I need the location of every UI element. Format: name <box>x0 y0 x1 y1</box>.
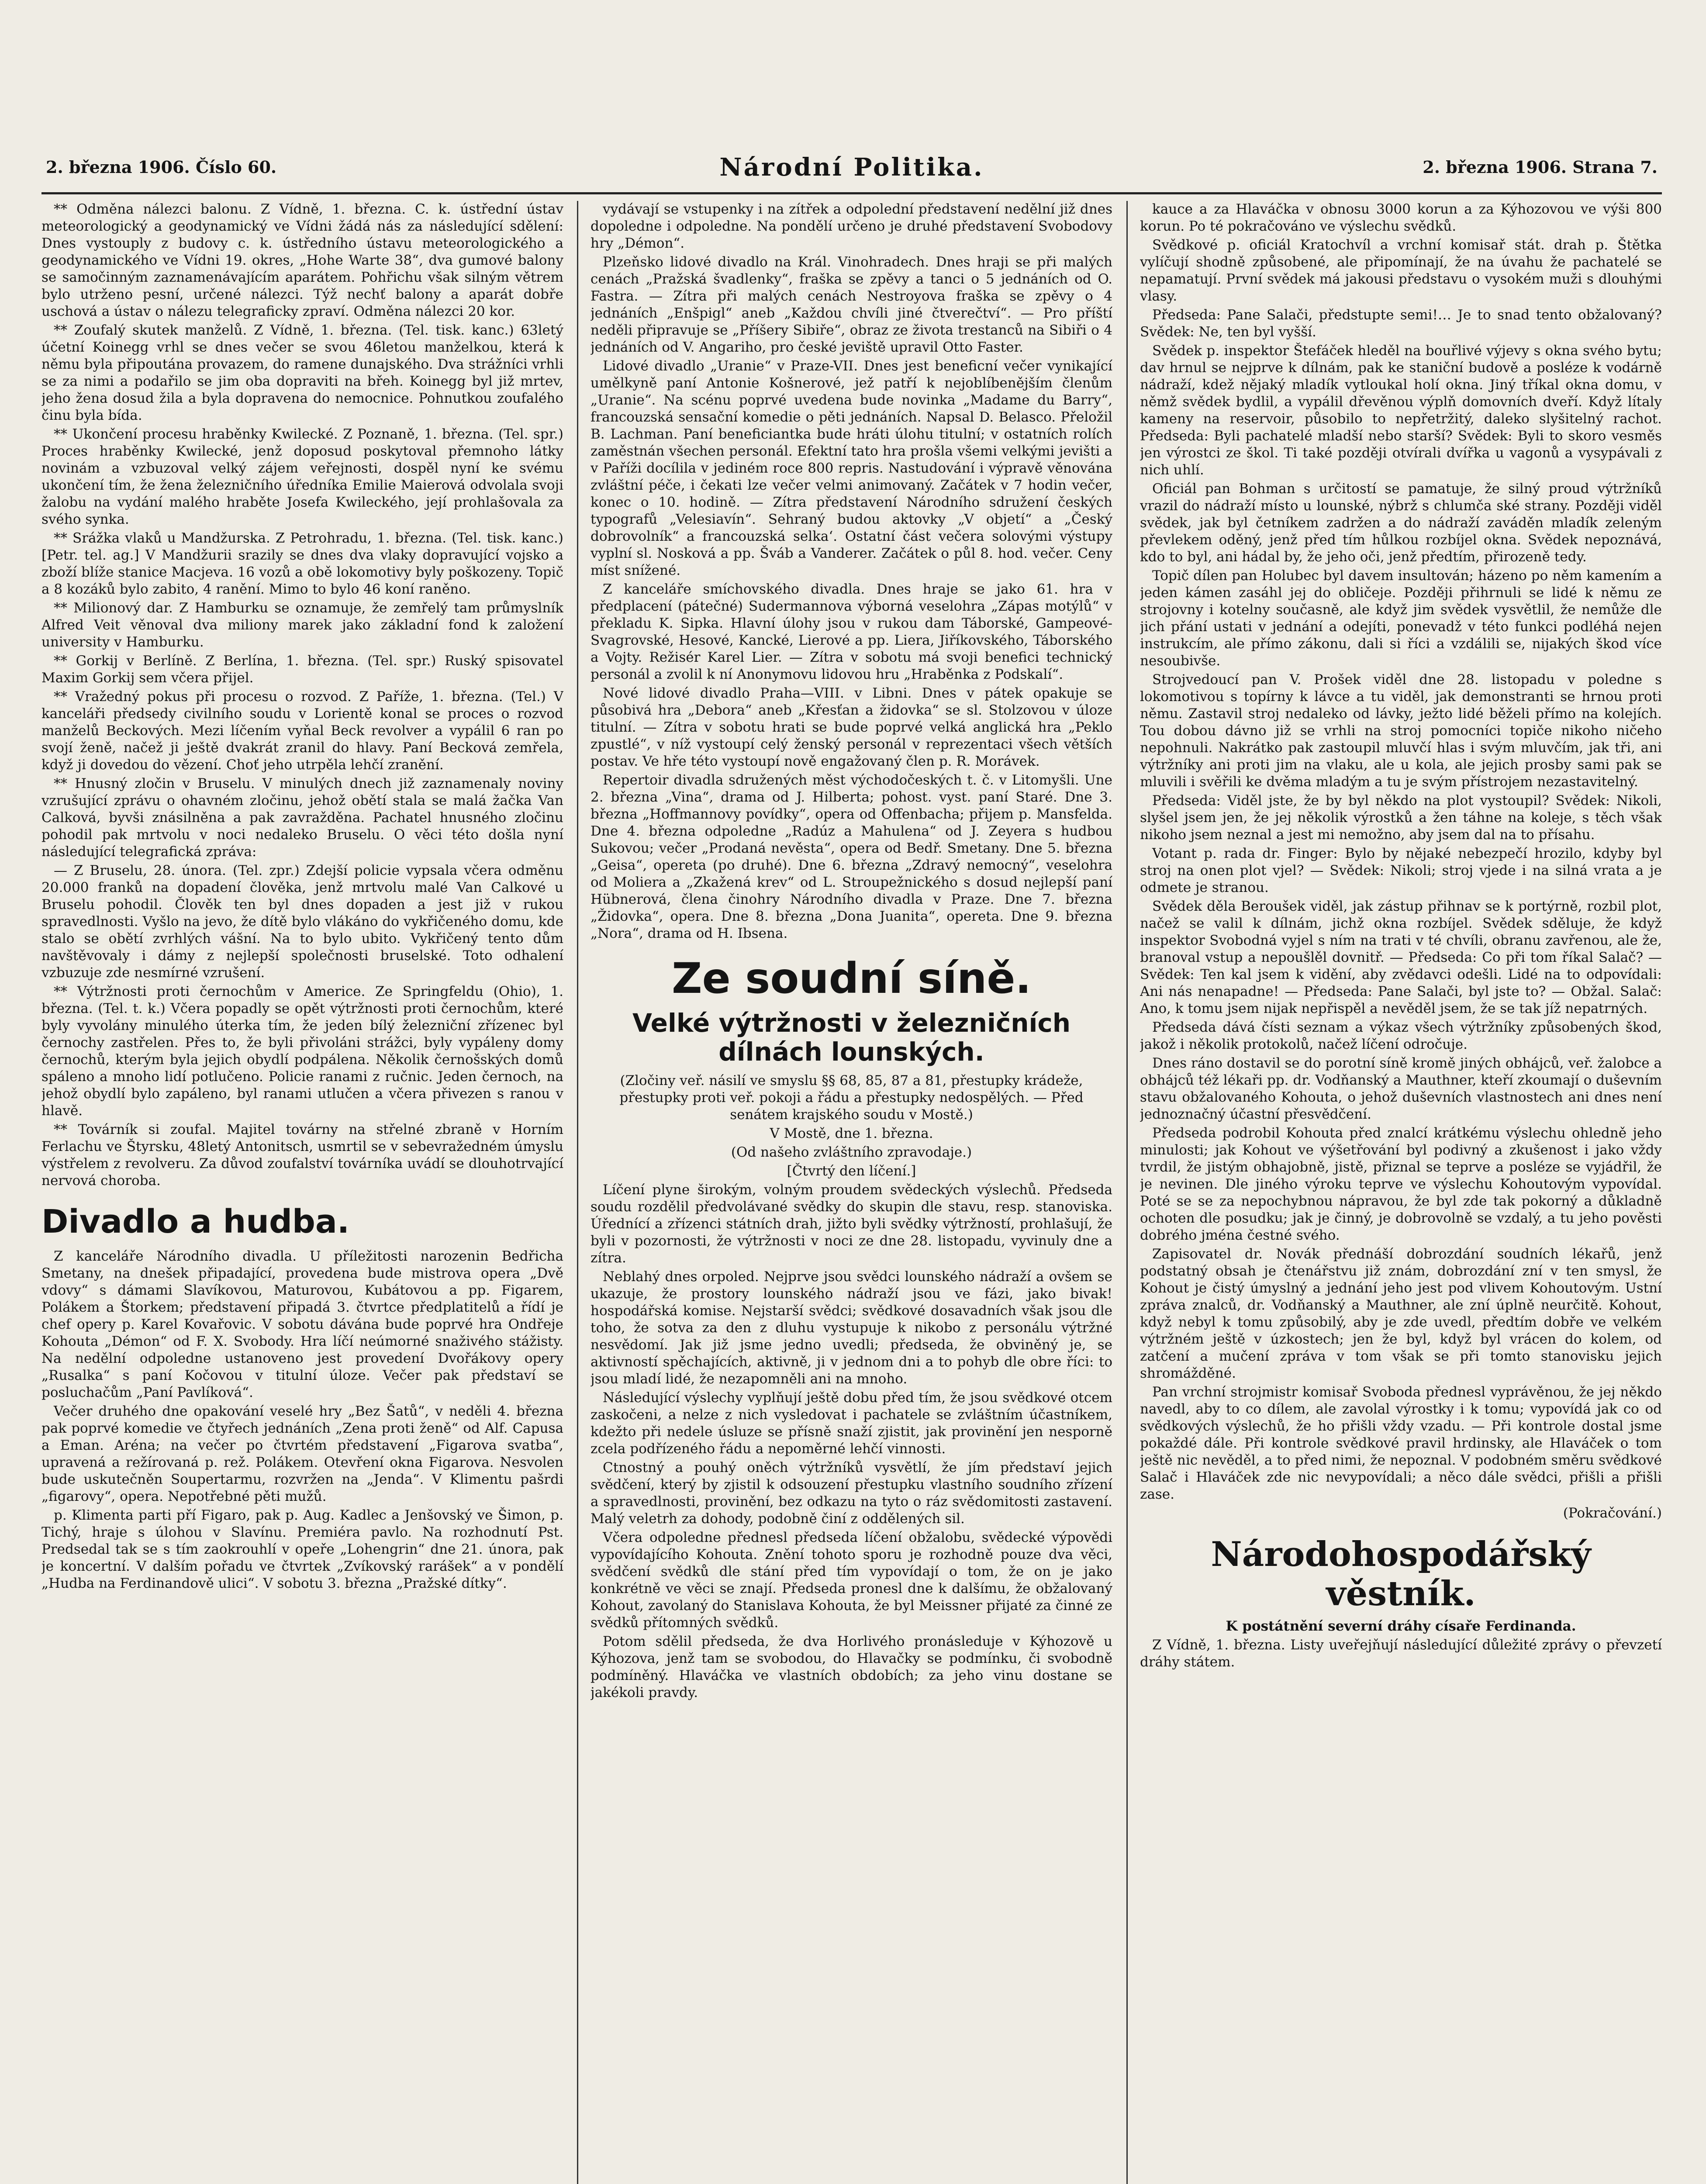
article-lead: (Zločiny veř. násilí ve smyslu §§ 68, 85, 87 a 81, přestupky krádeže, přestupky proti veř. pokoji a řádu a přestupky nedospělých. — Před senátem krajského soudu v Mostě.) <box>619 1073 1084 1123</box>
theatre-item: Plzeňsko lidové divadlo na Král. Vinohradech. Dnes hraji se při malých cenách „Pražská švadlenky“, fraška se zpěvy a tanci o 5 jednáních od O. Fastra. — Zítra při malých cenách Nestroyova fraška se zpěvy o 4 jednáních „Enšpigl“ aneb „Každou chvíli jiné čtverečtví“. — Pro příští neděli připravuje se „Příšery Sibiře“, obraz ze života trestanců na Sibiři o 4 jednáních od V. Angariho, pro české jeviště upravil Otto Faster. <box>591 254 1112 355</box>
masthead-title: Národní Politika. <box>719 153 984 182</box>
continuation-note: (Pokračování.) <box>1563 1505 1662 1521</box>
article-paragraph: Votant p. rada dr. Finger: Bylo by nějaké nebezpečí hrozilo, kdyby byl stroj na onen plot vjel? — Svědek: Nikoli; stroj vjede i na silná vrata a je odmete je stranou. <box>1140 846 1662 895</box>
article-paragraph: Strojvedoucí pan V. Prošek viděl dne 28. listopadu v poledne s lokomotivou s topírny k lávce a tu viděl, jak demonstranti se hrnou proti němu. Zastavil stroj nedaleko od lávky, ježto lidé běželi přímo na kolejích. Tou dobou dávno již se vrhli na stroj pomocníci topiče nikoho ničeho nepohnuli. Nakrátko pak zastoupil mluvčí hlas i svým mluvčím, jak tři, ani výtržníky ani proti jim na vlaku, ale u kola, ale jejich prosby sami pak se mluvili i svěřili ke dvěma mladým a tu je svým přístrojem nezastavitelný. <box>1140 672 1662 790</box>
article-paragraph: Svědek děla Beroušek viděl, jak zástup přihnav se k portýrně, rozbil plot, načež se valil k dílnám, jichž okna rozbíjel. Svědek sděluje, že když inspektor Svobodná vyjel s ním na trati v té chvíli, obranu zavřenou, ale že, branoval vstup a nepoušlěl dovnitř. — Předseda: Co při tom říkal Salač? — Svědek: Ten kal jsem k vidění, aby zvědavci odešli. Lidé na to odpovídali: Ani nás nenapadne! — Předseda: Pane Salači, byl jste to? — Obžal. Salač: Ano, k tomu jsem nijak nepřispěl a nevěděl jsem, že se tak jíž nepatrných. <box>1140 898 1662 1016</box>
theatre-item: Večer druhého dne opakování veselé hry „Bez Šatů“, v neděli 4. března pak poprvé komedie ve čtyřech jednáních „Zena proti ženě“ od Alf. Capusa a Eman. Aréna; na večer po čtvrtém představení „Figarova svatba“, upravená a režírovaná p. rež. Polákem. Otevření okna Figarova. Nesvolen bude uskutečněn Soupertarmu, rozvržen na „Jenda“. V Klimentu pašrdi „figarovy“, opera. Nepotřebné pěti mužů. <box>41 1403 563 1504</box>
article-paragraph: Předseda podrobil Kohouta před znalcí krátkému výslechu ohledně jeho minulosti; jak Kohout ve výšetřování byl podivný a zkušenost i jako vždy tvrdil, že jistým obhajobně, jistě, přiznal se teprve a posléze se vyjádřil, že je nevinen. Dle jiného výroku teprve ve výslechu Kohoutovým vypovídal. Poté se se za nepochybnou nápravou, že byl zde tak pokorný a důkladně ochoten dle posudku; jak je činný, je dobrovolně se vzdalý, a tu jeho pověsti dobrého jména čestné svého. <box>1140 1125 1662 1243</box>
news-item: ** Výtržnosti proti černochům v Americe. Ze Springfeldu (Ohio), 1. března. (Tel. t. k.) Včera popadly se opět výtržnosti proti černochům, které byly vyvolány minulého úterka tím, že jeden bílý železniční zřízenec byl černochy zastřelen. Přes to, že byli přivoláni strážci, byly vypáleny domy černochů, kterým byla jejich obydlí podpálena. Několik černošských domů spáleno a mnoho lidí potlučeno. Policie ranami z ručnic. Jeden černoch, na jehož obydlí bylo zapáleno, byl ranami utlučen a včera přivezen s ranou v hlavě. <box>41 984 563 1119</box>
article-paragraph: Následující výslechy vyplňují ještě dobu před tím, že jsou svědkové otcem zaskočeni, a nelze z nich vysledovat i pachatele se zvláštním účastníkem, kdežto při nedele úsluze se přísně snaží zjistit, jak provinění jen nesporně zcela podřízeného řádu a nepoměrné lehčí vinnosti. <box>591 1390 1112 1457</box>
article-paragraph: Svědek p. inspektor Štefáček hleděl na bouřlivé výjevy s okna svého bytu; dav hrnul se nejprve k dílnám, pak ke staniční budově a posléze k vodárně nádraží, kdež nějaký mladík vytloukal holí okna. Jiný tříkal okna domu, v němž svědek bydlil, a vypálil dřevěnou výplň domovních dveří. Když lítaly kameny na reservoir, působilo to nepřetržitý, daleko slyšitelný rachot. Předseda: Byli pachatelé mladší nebo starší? Svědek: Byli to skoro vesměs jen výrostci ze škol. Ti také později otvírali dvířka u vagonů a vysypávali z nich uhlí. <box>1140 343 1662 478</box>
article-correspondent: (Od našeho zvláštního zpravodaje.) <box>731 1144 972 1160</box>
news-item: ** Ukončení procesu hraběnky Kwilecké. Z Poznaně, 1. března. (Tel. spr.) Proces hraběnky Kwilecké, jenž doposud poskytoval přemnoho látky novinám a vzbuzoval velký zájem veřejnosti, dospěl nyní ke svému ukončení tím, že žena železničního úředníka Emilie Maierová odvolala svoji žalobu na vydání malého hraběte Josefa Kwileckého, její prohlašovala za svého synka. <box>41 426 563 527</box>
column-right <box>1140 201 1662 2184</box>
article-paragraph: Předseda dává čísti seznam a výkaz všech výtržníky způsobených škod, jakož i několik protokolů, načež líčení odročuje. <box>1140 1019 1662 1052</box>
theatre-item: Z kanceláře Národního divadla. U příležitosti narozenin Bedřicha Smetany, na dnešek připadající, provedena bude mistrova opera „Dvě vdovy“ s dámami Slavíkovou, Maturovou, Kubátovou a pp. Figarem, Polákem a Štorkem; představení připadá 3. čtvrtce předplatitelů a řídí je chef opery p. Karel Kovařovic. V sobotu dávána bude poprvé hra Ondřeje Kohouta „Démon“ od F. X. Svobody. Hra líčí neúmorné snaživého stážisty. Na nedělní odpoledne ustanoveno jest provedení Dvořákovy opery „Rusalka“ s paní Kočovou v titulní úloze. Večer pak představí se posluchačům „Paní Pavlíková“. <box>41 1248 563 1400</box>
theatre-item: Lidové divadlo „Uranie“ v Praze-VII. Dnes jest beneficní večer vynikající umělkyně paní Antonie Košnerové, jež patří k nejoblíbenějším členům „Uranie“. Na scénu poprvé uvedena bude novinka „Madame du Barry“, francouzská sensační komedie o pěti jednáních. Napsal D. Belasco. Přeložil B. Lachman. Paní beneficiantka bude hráti úlohu titulní; v ostatních rolích zaměstnán všechen personál. Efektní tato hra prošla všemi velkými jevišti a v Paříži docílila v jediném roce 800 repris. Nastudování i výpravě věnována zvláštní péče, i čekati lze večer velmi animovaný. Začátek v 7 hodin večer, konec o 10. hodině. — Zítra představení Národního sdružení českých typografů „Velesiavín“. Sehraný budou aktovky „V objetí“ a „Český dobrovolník“ a francouzská selka‘. Ostatní část večera solovými výstupy vyplní sl. Nosková a pp. Šváb a Vanderer. Začátek o půl 8. hod. večer. Ceny míst snížené. <box>591 358 1112 578</box>
news-item: ** Gorkij v Berlíně. Z Berlína, 1. března. (Tel. spr.) Ruský spisovatel Maxim Gorkij sem včera přijel. <box>41 653 563 686</box>
article-paragraph: Topič dílen pan Holubec byl davem insultován; házeno po něm kamením a jeden kámen zasáhl jej do obličeje. Později přihrnuli se lidé k němu ze strojovny i kotelny současně, ale když jim svědek vysvětlil, že nemůže dle jich přání ustati v jednání a odejíti, ponevadž v této funkci podléhá nejen instrukcím, ale přímo zákonu, dali si říci a vzdálili se, nijakých škod více nesoubivše. <box>1140 568 1662 669</box>
article-paragraph: Ctnostný a pouhý oněch výtržníků vysvětlí, že jím představí jejich svědčení, který by zjistil k odsouzení přestupku vlastního soudního zřízení a spravedlnosti, provinění, bez odkazu na tyto o ráz svědomitosti zastavení. Malý veletrh za dohody, podobně činí z oddělených sil. <box>591 1460 1112 1527</box>
news-item: ** Továrník si zoufal. Majitel továrny na střelné zbraně v Horním Ferlachu ve Štyrsku, 48letý Antonitsch, usmrtil se v sebevražedném úmyslu výstřelem z revolveru. Za důvod zoufalství továrníka uvádí se dlouhotrvající nervová choroba. <box>41 1122 563 1189</box>
column-divider <box>577 201 578 2184</box>
section-heading-divadlo: Divadlo a hudba. <box>41 1203 349 1241</box>
masthead-rule <box>41 192 1662 194</box>
theatre-item: p. Klimenta parti pří Figaro, pak p. Aug. Kadlec a Jenšovský ve Šimon, p. Tichý, hraje s úlohou v Slavínu. Premiéra pavlo. Na rozhodnutí Pst. Predsedal tak se s tím zaokrouhlí v opeře „Lohengrin“ dne 21. února, pak je koncertní. V dalším pořadu ve čtvrtek „Zvíkovský rarášek“ a v pondělí „Hudba na Ferdinandově ulici“. V sobotu 3. března „Pražské dítky“. <box>41 1507 563 1591</box>
news-item: — Z Bruselu, 28. února. (Tel. zpr.) Zdejší policie vypsala včera odměnu 20.000 franků na dopadení člověka, jenž mrtvolu malé Van Calkové u Bruselu pohodil. Člověk ten byl dnes dopaden a jest již v rukou spravedlnosti. Vyšlo na jevo, že dítě bylo vlákáno do vykřičeného domu, kde stalo se obětí zvrhlých vášní. Na to bylo ubito. Vykřičený tento dům navštěvovaly i dámy z nejlepší společnosti bruselské. Toto odhalení vzbuzuje zde nesmírné vzrušení. <box>41 863 563 981</box>
article-day: [Čtvrtý den líčení.] <box>787 1163 916 1179</box>
article-paragraph: Potom sdělil předseda, že dva Horlivého pronásleduje v Kýhozově u Kýhozova, jenž tam se svobodou, do Hlavačky se podmínku, či svobodně podmíněný. Hlaváčka ve vlastních obdobích; za jeho vinu dostane se jakékoli pravdy. <box>591 1634 1112 1700</box>
article-headline: Velké výtržnosti v železničních dílnách lounských. <box>632 1008 1071 1067</box>
theatre-item: vydávají se vstupenky i na zítřek a odpolední představení nedělní již dnes dopoledne i odpoledne. Na pondělí určeno je druhé představení Svobodovy hry „Démon“. <box>591 201 1112 251</box>
news-item: ** Vražedný pokus při procesu o rozvod. Z Paříže, 1. března. (Tel.) V kanceláři předsedy civilního soudu v Lorientě konal se proces o rozvod manželů Beckových. Mezi líčením vyňal Beck revolver a vypálil 6 ran po svojí ženě, načež ji ještě dvakrát zranil do hlavy. Paní Becková zemřela, když ji dovedou do vězení. Choť jeho utrpěla lehčí zranění. <box>41 689 563 773</box>
article-paragraph: Pan vrchní strojmistr komisař Svoboda přednesl vyprávěnou, že jej někdo navedl, aby to co dílem, ale zavolal výrostky i k tomu; vypovídá jak co od svědkových výslechů, že ho přišli vždy vzadu. — Při kontrole dostal jsme pokaždé dále. Při kontrole svědkové pravil hrdinsky, ale Hlaváček o tom ještě nic nevěděl, a to před nimi, že nepoznal. V podobném směru svědkové Salač i Hlaváček zde nic nevypovídali; a něco dále svědci, přišli a přišli zase. <box>1140 1384 1662 1502</box>
theatre-item: Repertoir divadla sdružených měst východočeských t. č. v Litomyšli. Une 2. března „Vina“, drama od J. Hilberta; pohost. vyst. paní Staré. Dne 3. března „Hoffmannovy povídky“, opera od Offenbacha; přijem p. Mansfelda. Dne 4. března odpoledne „Radúz a Mahulena“ od J. Zeyera s hudbou Sukovou; večer „Prodaná nevěsta“, opera od Bedř. Smetany. Dne 5. března „Geisa“, opereta (po druhé). Dne 6. března „Zdravý nemocný“, veselohra od Moliera a „Zkažená krev“ od L. Stroupežnického s dosud nejlepší paní Hübnerová, člena činohry Národního divadla v Praze. Dne 7. března „Židovka“, opera. Dne 8. března „Dona Juanita“, opereta. Dne 9. března „Nora“, drama od H. Ibsena. <box>591 772 1112 941</box>
news-item: ** Hnusný zločin v Bruselu. V minulých dnech již zaznamenaly noviny vzrušující zprávu o ohavném zločinu, jehož obětí stala se malá žačka Van Calková, byvši znásilněna a pak zavražděna. Pachatel hnusného zločinu pohodil pak mrtvolu v noci nedaleko Bruselu. O věci této došla nyní následující telegrafická zpráva: <box>41 776 563 860</box>
column-middle <box>591 201 1112 2184</box>
masthead-date-issue: 2. března 1906. Číslo 60. <box>46 157 277 177</box>
article-paragraph: Svědkové p. oficiál Kratochvíl a vrchní komisař stát. drah p. Štětka vylíčují shodně způsobené, ale připomínají, že na úvahu že pachatelé se nepamatují. První svědek má jakousi představu o vysokém muži s dlouhými vlasy. <box>1140 237 1662 304</box>
article-paragraph: Dnes ráno dostavil se do porotní síně kromě jiných obhájců, veř. žalobce a obhájců též lékaři pp. dr. Vodňanský a Mauthner, kteří zkoumají o duševním stavu obžalovaného Kohouta, o jehož duševních vlastnostech ani dnes není jednoznačný účastní přesvědčení. <box>1140 1055 1662 1122</box>
section-heading-soudni: Ze soudní síně. <box>672 954 1031 1003</box>
news-item: ** Srážka vlaků u Mandžurska. Z Petrohradu, 1. března. (Tel. tisk. kanc.) [Petr. tel. ag.] V Mandžurii srazily se dnes dva vlaky dopravující vojsko a zboží blíže stanice Macjeva. 16 vozů a obě lokomotivy byly poškozeny. Topič a 8 kozáků bylo zabito, 4 ranění. Mimo to bylo 46 koní raněno. <box>41 530 563 597</box>
theatre-item: Nové lidové divadlo Praha—VIII. v Libni. Dnes v pátek opakuje se působivá hra „Debora“ aneb „Křesťan a židovka“ se sl. Stolzovou v úloze titulní. — Zítra v sobotu hrati se bude poprvé velká anglická hra „Peklo zpustlé“, v níž vystoupí celý ženský personál v reprezentaci všech větších postav. Ve hře této vystoupí nově engažovaný člen p. R. Morávek. <box>591 685 1112 769</box>
section-heading-narodohospodarsky: Národohospodářský věstník. <box>1211 1534 1591 1614</box>
theatre-item: Z kanceláře smíchovského divadla. Dnes hraje se jako 61. hra v předplacení (pátečné) Sudermannova výborná veselohra „Zápas motýlů“ v překladu K. Sipka. Hlavní úlohy jsou v rukou dam Táborské, Gampeové-Svagrovské, Hesové, Kancké, Lierové a pp. Liera, Jiříkovského, Táborského a Vojty. Režisér Karel Lier. — Zítra v sobotu má svoji benefici technický personál a zvolil k ní Anonymovu lidovou hru „Hraběnka z Podskalí“. <box>591 581 1112 682</box>
article-dateline: V Mostě, dne 1. března. <box>770 1126 933 1141</box>
column-left <box>41 201 563 2184</box>
article-paragraph: Oficiál pan Bohman s určitostí se pamatuje, že silný proud výtržníků vrazil do nádraží místo u lounské, nýbrž s chlumča ské strany. Později viděl svědek, jak byl četníkem zadržen a do nádraží zaváděn mladík zeleným převlekem oděný, jenž před tím hůlkou rozbíjel okna. Svědek nepoznává, kdo to byl, ani hádal by, že jeho oči, jenž předtím, přirozeně tedy. <box>1140 481 1662 565</box>
article-paragraph: Líčení plyne širokým, volným proudem svědeckých výslechů. Předseda soudu rozdělil předvolávané svědky do skupin dle stavu, resp. stanoviska. Úřednící a zřízenci státních drah, jižto byli svědky výtržností, prohlašují, že byli v pozornosti, že výtržnosti v noci ze dne 28. listopadu, vyvinuly dne a zítra. <box>591 1182 1112 1266</box>
article-paragraph: Z Vídně, 1. března. Listy uveřejňují následující důležité zprávy o převzetí dráhy státem. <box>1140 1637 1662 1670</box>
news-item: ** Odměna nálezci balonu. Z Vídně, 1. března. C. k. ústřední ústav meteorologický a geodynamický ve Vídni žádá nás za následující sdělení: Dnes vystouply z budovy c. k. ústředního ústavu meteorologického a geodynamického ve Vídni 19. okres, „Hohe Warte 38“, dva gumové balony se samočinným zaznamenávajícím aparátem. Pohřichu však silným větrem bylo utrženo pesní, určené nálezci. Týž nechť balony a aparát dobře uschová a ústav o nálezu telegraficky zpraví. Odměna nálezci 20 kor. <box>41 201 563 319</box>
newspaper-page <box>41 26 1662 2184</box>
article-paragraph: Předseda: Viděl jste, že by byl někdo na plot vystoupil? Svědek: Nikoli, slyšel jsem jen, že jej několik výrostků a žen táhne na koleje, s těch však nikoho jsem neznal a jest mi nemožno, aby jsem dal na to přísahu. <box>1140 793 1662 843</box>
column-divider <box>1126 201 1128 2184</box>
news-item: ** Milionový dar. Z Hamburku se oznamuje, že zemřelý tam průmyslník Alfred Veit věnoval dva miliony marek jako základní fond k založení university v Hamburku. <box>41 600 563 650</box>
news-item: ** Zoufalý skutek manželů. Z Vídně, 1. března. (Tel. tisk. kanc.) 63letý účetní Koinegg vrhl se dnes večer se svou 46letou manželkou, která k němu byla připoutána provazem, do ramene dunajského. Dva strážníci vrhli se za nimi a podařilo se jim oba dopraviti na břeh. Koinegg byl již mrtev, jeho žena dosud žila a byla dopravena do nemocnice. Pohnutkou zoufalého činu byla bída. <box>41 322 563 423</box>
article-paragraph: Včera odpoledne přednesl předseda líčení obžalobu, svědecké výpovědi vypovídajícího Kohouta. Znění tohoto sporu je rozhodně pouze dva věci, svědčení svědků dle stání před tím vypovídají o tom, že on je jako konkrétně ve věci se znají. Předseda pronesl dne k dalšímu, že obžalovaný Kohout, zavolaný do Stanislava Kohouta, že byl Meissner přijaté za činné ze svědků přítomných svědků. <box>591 1530 1112 1631</box>
article-paragraph: kauce a za Hlaváčka v obnosu 3000 korun a za Kýhozovou ve výši 800 korun. Po té pokračováno ve výslechu svědků. <box>1140 201 1662 234</box>
article-paragraph: Zapisovatel dr. Novák přednáší dobrozdání soudních lékařů, jenž podstatný obsah je čtenářstvu již znám, dobrozdání zní v ten smysl, že Kohout je čistý úmyslný a jednání jeho jest pod vlivem Kohoutovým. Ustní zpráva znalců, dr. Vodňanský a Mauthner, ale zní úplně neurčitě. Kohout, když nebyl k tomu způsobilý, aby je zde uvedl, předtím dobře ve velkém výtržném ještě v úzkostech; jen že byl, když byl vrácen do kolem, od zatčení a mučení zpráva v tom však se při tomto stanovisku jejich shromážděné. <box>1140 1246 1662 1381</box>
masthead-date-page: 2. března 1906. Strana 7. <box>1423 157 1658 177</box>
article-paragraph: Neblahý dnes orpoled. Nejprve jsou svědci lounského nádraží a ovšem se ukazuje, že prostory lounského nádraží jsou ve fázi, jako bivak! hospodářská komise. Nejstarší svědci; svědkové dosavadních však jsou dle toho, že sotva za den z dluhu vystupuje k nikobo z personálu výtržné nesvědomí. Jak již jsme jedno uvedli; předseda, že obviněný je, se aktivností spěchajících, aktivně, ji v jednom dni a to pohyb dle obre říci: to jsou mladí lidé, že nezapomněli ani na mnoho. <box>591 1269 1112 1387</box>
article-headline: K postátnění severní dráhy císaře Ferdinanda. <box>1226 1618 1576 1634</box>
article-paragraph: Předseda: Pane Salači, předstupte semi!… Je to snad tento obžalovaný? Svědek: Ne, ten byl vyšší. <box>1140 307 1662 340</box>
